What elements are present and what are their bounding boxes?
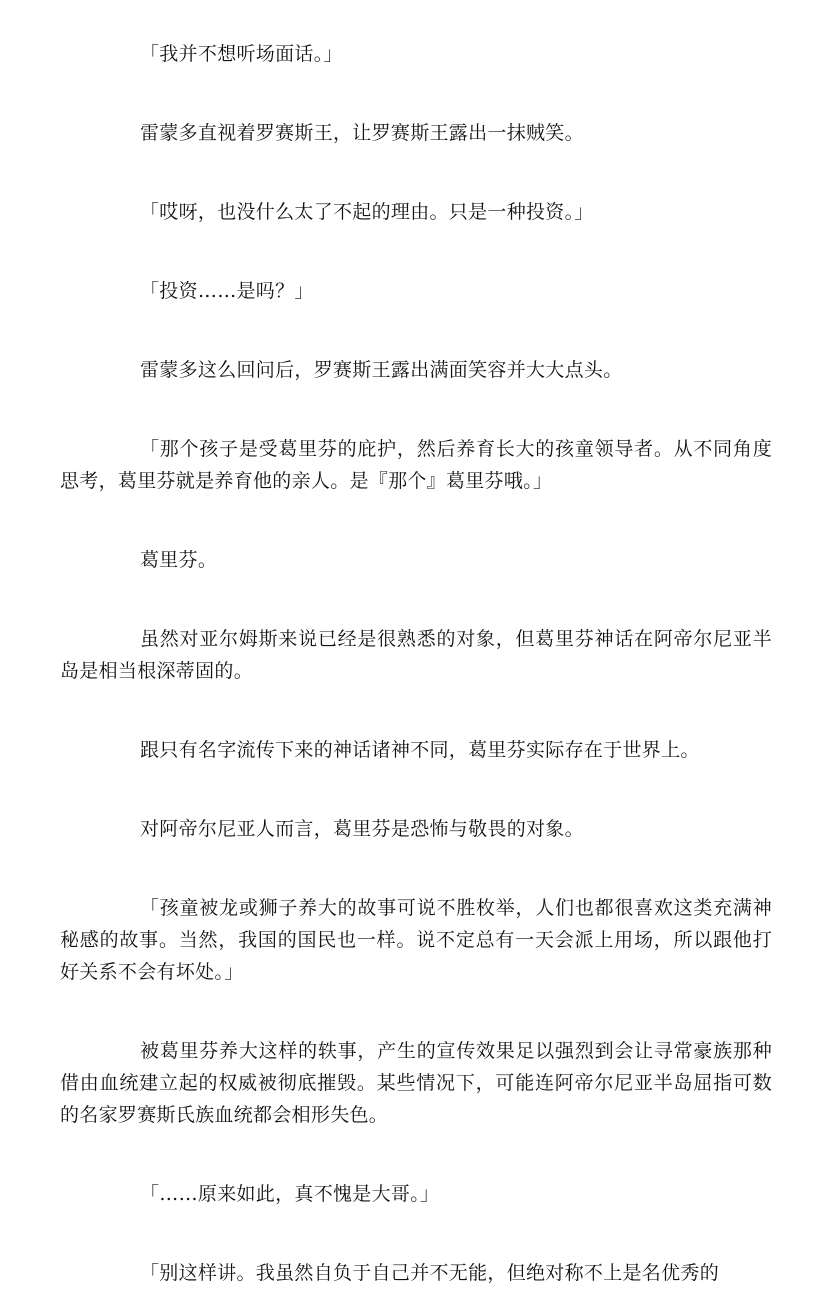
paragraph-8: 虽然对亚尔姆斯来说已经是很熟悉的对象，但葛里芬神话在阿帝尔尼亚半岛是相当根深蒂固的。 [60, 628, 772, 682]
paragraph-9: 跟只有名字流传下来的神话诸神不同，葛里芬实际存在于世界上。 [140, 739, 700, 761]
paragraph-12: 被葛里芬养大这样的轶事，产生的宣传效果足以强烈到会让寻常豪族那种借由血统建立起的权威被彻底摧毁。某些情况下，可能连阿帝尔尼亚半岛屈指可数的名家罗赛斯氏族血统都会相形失色。 [60, 1040, 772, 1126]
document-page [60, 38, 772, 1289]
paragraph-13: 「……原来如此，真不愧是大哥。」 [140, 1183, 440, 1205]
paragraph-7: 葛里芬。 [140, 549, 218, 571]
paragraph-4: 「投资……是吗？」 [140, 280, 314, 302]
paragraph-14: 「别这样讲。我虽然自负于自己并不无能，但绝对称不上是名优秀的 [140, 1262, 720, 1284]
paragraph-5: 雷蒙多这么回问后，罗赛斯王露出满面笑容并大大点头。 [140, 359, 623, 381]
paragraph-6: 「那个孩子是受葛里芬的庇护，然后养育长大的孩童领导者。从不同角度思考，葛里芬就是养育他的亲人。是『那个』葛里芬哦。」 [60, 438, 772, 492]
paragraph-10: 对阿帝尔尼亚人而言，葛里芬是恐怖与敬畏的对象。 [140, 818, 584, 840]
paragraph-11: 「孩童被龙或狮子养大的故事可说不胜枚举，人们也都很喜欢这类充满神秘感的故事。当然，我国的国民也一样。说不定总有一天会派上用场，所以跟他打好关系不会有坏处。」 [60, 897, 772, 983]
paragraph-3: 「哎呀，也没什么太了不起的理由。只是一种投资。」 [140, 201, 594, 223]
paragraph-1: 「我并不想听场面话。」 [140, 43, 343, 65]
paragraph-2: 雷蒙多直视着罗赛斯王，让罗赛斯王露出一抹贼笑。 [140, 122, 584, 144]
